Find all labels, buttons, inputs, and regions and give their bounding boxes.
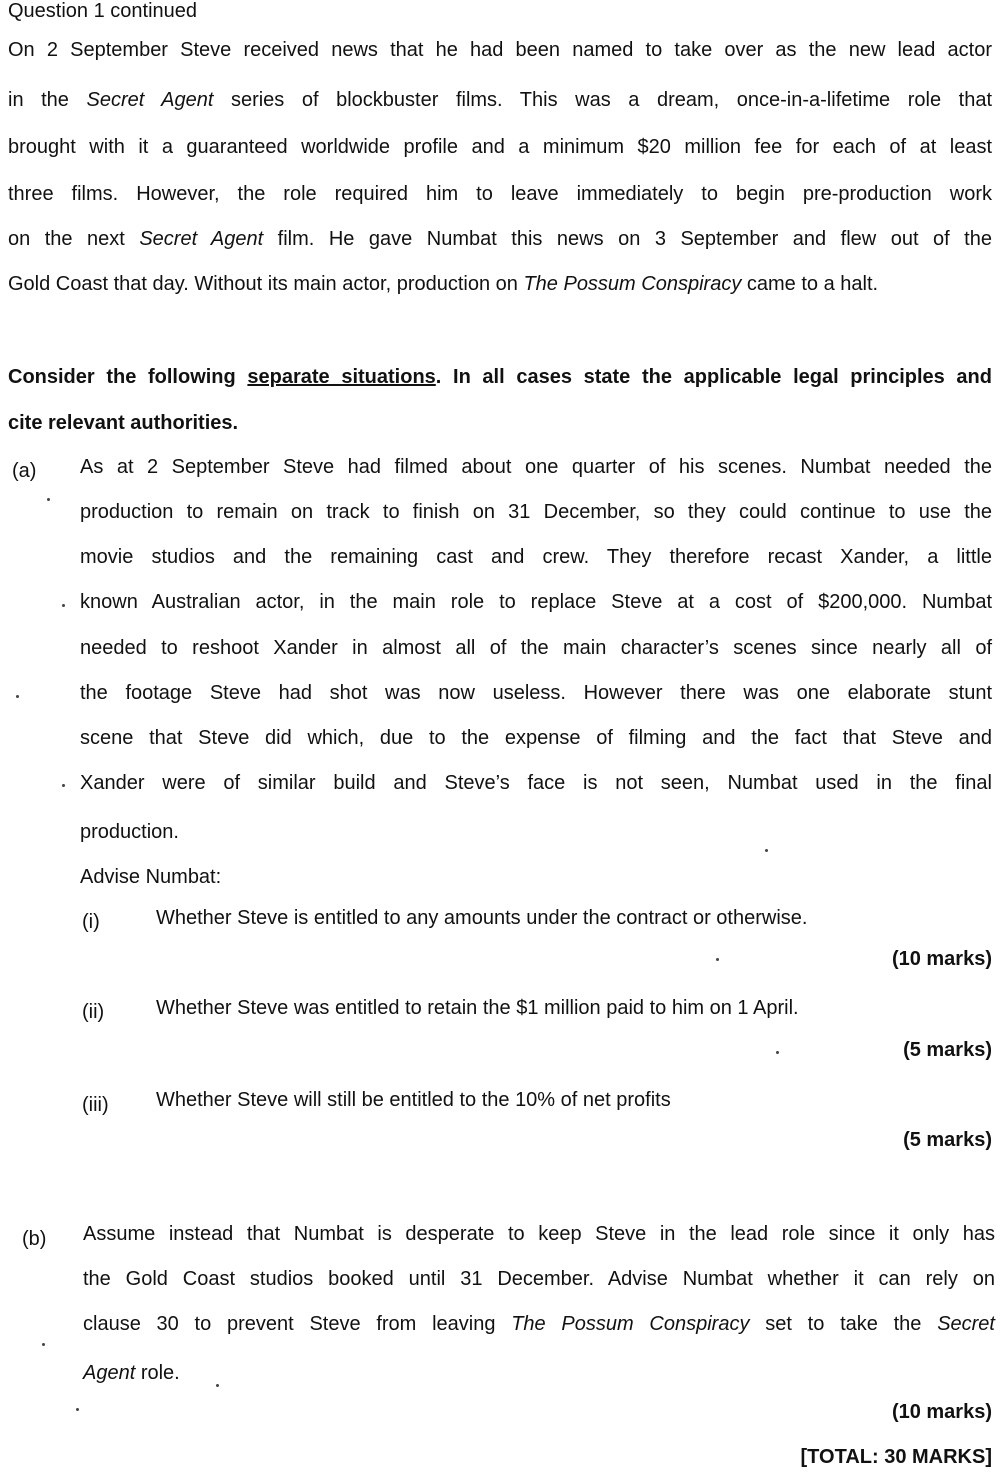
sub-question-label: (iii)	[82, 1094, 109, 1116]
instruction-text: . In all cases state the applicable legal principles and	[435, 366, 992, 388]
instruction-line-1	[8, 365, 992, 389]
scan-speck	[47, 498, 50, 501]
scan-speck	[776, 1051, 779, 1054]
part-a-line-4: known Australian actor, in the main role to replace Steve at a cost of $200,000. Numbat	[80, 591, 992, 613]
intro-line-1: On 2 September Steve received news that he had been named to take over as the new lead actor	[8, 39, 992, 61]
sub-question-label: (ii)	[82, 1001, 105, 1023]
part-b-line-4	[83, 1361, 180, 1385]
part-b-text: set to take the	[749, 1313, 938, 1335]
part-a-line-9: production.	[80, 821, 179, 843]
part-a-line-6: the footage Steve had shot was now useless. However there was one elaborate stunt	[80, 682, 992, 704]
scan-speck	[76, 1408, 79, 1411]
film-title: The Possum Conspiracy	[523, 273, 742, 295]
scan-speck	[216, 1384, 219, 1387]
separate-situations-emphasis: separate situations	[247, 366, 436, 388]
intro-line-5	[8, 227, 992, 251]
continued-heading: Question 1 continued	[8, 0, 198, 22]
scan-speck	[62, 604, 65, 607]
intro-text: film. He gave Numbat this news on 3 September and flew out of the	[263, 228, 992, 250]
intro-text: came to a halt.	[741, 273, 879, 295]
part-b-text: role.	[135, 1362, 180, 1384]
part-b-label: (b)	[22, 1228, 47, 1250]
part-a-line-2: production to remain on track to finish on 31 December, so they could continue to use the	[80, 501, 992, 523]
film-title: Agent	[83, 1362, 136, 1384]
part-a-label: (a)	[12, 460, 37, 482]
scan-speck	[42, 1343, 45, 1346]
intro-line-6	[8, 272, 878, 296]
instruction-text: Consider the following	[8, 366, 248, 388]
sub-question-label: (i)	[82, 911, 100, 933]
sub-question-text: Whether Steve was entitled to retain the $1 million paid to him on 1 April.	[156, 997, 799, 1019]
scan-speck	[62, 784, 65, 787]
part-b-line-3	[83, 1312, 995, 1336]
total-marks: [TOTAL: 30 MARKS]	[800, 1446, 992, 1468]
intro-text: Gold Coast that day. Without its main actor, production on	[8, 273, 524, 295]
instruction-line-2: cite relevant authorities.	[8, 412, 239, 434]
intro-text: on the next	[8, 228, 140, 250]
part-a-line-3: movie studios and the remaining cast and crew. They therefore recast Xander, a little	[80, 546, 992, 568]
film-title: The Possum Conspiracy	[511, 1313, 750, 1335]
scan-speck	[716, 958, 719, 961]
scan-speck	[16, 695, 19, 698]
part-b-line-2: the Gold Coast studios booked until 31 December. Advise Numbat whether it can rely on	[83, 1268, 995, 1290]
scan-speck	[765, 849, 768, 852]
marks-label: (10 marks)	[891, 948, 992, 970]
intro-text: in the	[8, 89, 87, 111]
marks-label: (10 marks)	[891, 1401, 992, 1423]
sub-question-text: Whether Steve is entitled to any amounts under the contract or otherwise.	[156, 907, 808, 929]
intro-line-3: brought with it a guaranteed worldwide profile and a minimum $20 million fee for each of at least	[8, 136, 992, 158]
part-b-text: clause 30 to prevent Steve from leaving	[83, 1313, 512, 1335]
intro-text: series of blockbuster films. This was a dream, once-in-a-lifetime role that	[213, 89, 992, 111]
film-title: Secret Agent	[139, 228, 264, 250]
part-a-line-8: Xander were of similar build and Steve’s face is not seen, Numbat used in the final	[80, 772, 992, 794]
advise-numbat-label: Advise Numbat:	[80, 866, 222, 888]
film-title: Secret	[937, 1313, 995, 1335]
part-a-line-7: scene that Steve did which, due to the expense of filming and the fact that Steve and	[80, 727, 992, 749]
part-a-line-1: As at 2 September Steve had filmed about one quarter of his scenes. Numbat needed the	[80, 456, 992, 478]
marks-label: (5 marks)	[903, 1039, 992, 1061]
film-title: Secret Agent	[86, 89, 214, 111]
intro-line-4: three films. However, the role required him to leave immediately to begin pre-production work	[8, 183, 992, 205]
part-a-line-5: needed to reshoot Xander in almost all of the main character’s scenes since nearly all of	[80, 637, 992, 659]
intro-line-2	[8, 88, 992, 112]
sub-question-text: Whether Steve will still be entitled to the 10% of net profits	[156, 1089, 671, 1111]
part-b-line-1: Assume instead that Numbat is desperate to keep Steve in the lead role since it only has	[83, 1223, 995, 1245]
marks-label: (5 marks)	[903, 1129, 992, 1151]
